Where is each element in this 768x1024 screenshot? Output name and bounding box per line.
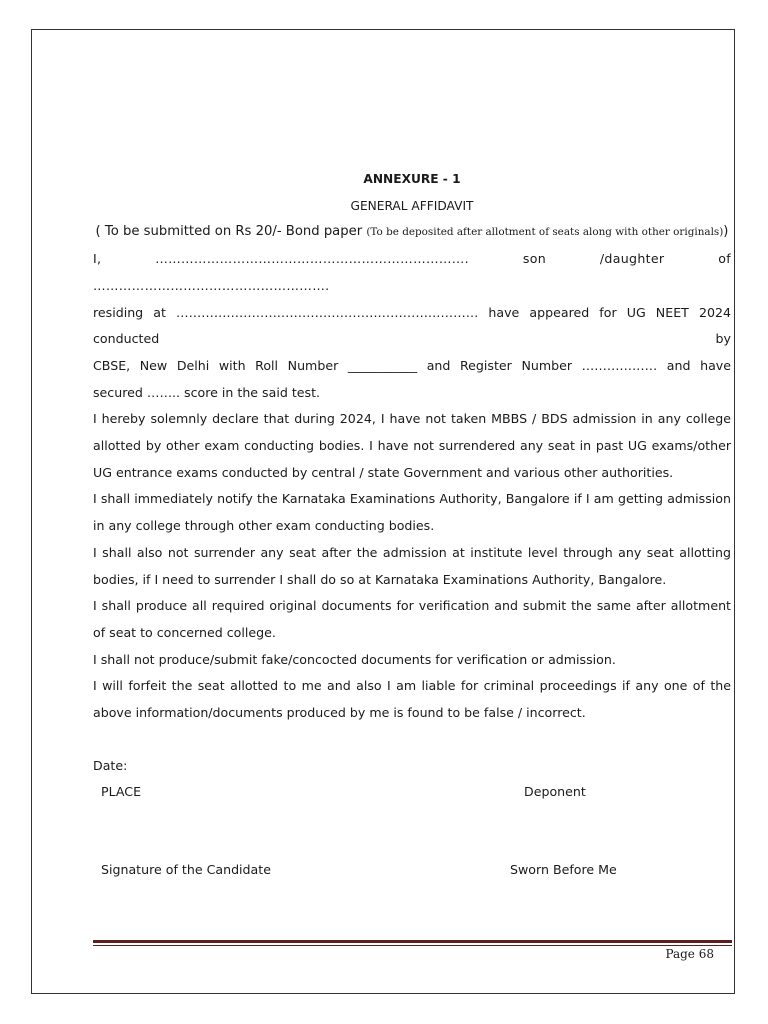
candidate-signature-label: Signature of the Candidate bbox=[101, 862, 271, 878]
paragraph-line: I shall also not surrender any seat after the admission at institute level through any seat allotting bbox=[93, 544, 731, 560]
paragraph-line: I shall not produce/submit fake/concocted documents for verification or admission. bbox=[93, 651, 616, 667]
paragraph-line: of seat to concerned college. bbox=[93, 624, 276, 640]
footer-rule-thin bbox=[93, 945, 732, 946]
paragraph-line: I shall produce all required original documents for verification and submit the same after allotment bbox=[93, 598, 731, 614]
place-deponent-row bbox=[93, 779, 731, 805]
declaration-paragraph bbox=[93, 486, 731, 539]
paragraph-line: I hereby solemnly declare that during 2024, I have not taken MBBS / BDS admission in any college bbox=[93, 411, 731, 427]
place-label: PLACE bbox=[101, 784, 142, 800]
intro-line: residing at ……………………………………………………………… have appeared for UG NEET 2024 conducted by bbox=[93, 304, 731, 347]
footer-rule-thick bbox=[93, 940, 732, 943]
paragraph-line: I will forfeit the seat allotted to me and also I am liable for criminal proceedings if any one of the bbox=[93, 678, 731, 694]
intro-line: I, ………………………………………………………………. son /daughter of ………………………………………………. bbox=[93, 251, 731, 293]
declaration-paragraph bbox=[93, 673, 731, 726]
sworn-before-me-label: Sworn Before Me bbox=[510, 862, 617, 878]
affidavit-content bbox=[93, 166, 731, 883]
declaration-paragraph bbox=[93, 540, 731, 593]
paragraph-line: bodies, if I need to surrender I shall do so at Karnataka Examinations Authority, Bangalore. bbox=[93, 571, 667, 587]
bond-paper-note bbox=[93, 219, 731, 246]
declaration-paragraph bbox=[93, 593, 731, 646]
intro-line: secured …….. score in the said test. bbox=[93, 384, 321, 400]
declaration-paragraph bbox=[93, 406, 731, 486]
bond-close-paren: ) bbox=[723, 224, 729, 240]
declaration-intro bbox=[93, 246, 731, 406]
bond-deposit-note: (To be deposited after allotment of seats along with other originals) bbox=[366, 226, 724, 239]
affidavit-title: GENERAL AFFIDAVIT bbox=[350, 198, 474, 213]
declaration-paragraph bbox=[93, 647, 731, 674]
paragraph-line: UG entrance exams conducted by central / state Government and various other authorities. bbox=[93, 464, 674, 480]
page-number: Page 68 bbox=[665, 947, 714, 961]
date-label: Date: bbox=[93, 757, 128, 773]
paragraph-line: I shall immediately notify the Karnataka Examinations Authority, Bangalore if I am getting admission bbox=[93, 491, 731, 507]
paragraph-line: allotted by other exam conducting bodies. I have not surrendered any seat in past UG exams/other bbox=[93, 438, 731, 454]
bond-main-text: ( To be submitted on Rs 20/- Bond paper bbox=[95, 224, 367, 240]
intro-line: CBSE, New Delhi with Roll Number ___________ and Register Number ……………… and have bbox=[93, 357, 731, 373]
paragraph-line: in any college through other exam conducting bodies. bbox=[93, 518, 435, 534]
deponent-label: Deponent bbox=[524, 784, 586, 800]
signature-row bbox=[93, 857, 731, 883]
annexure-heading: ANNEXURE - 1 bbox=[363, 172, 461, 186]
paragraph-line: above information/documents produced by me is found to be false / incorrect. bbox=[93, 705, 586, 721]
